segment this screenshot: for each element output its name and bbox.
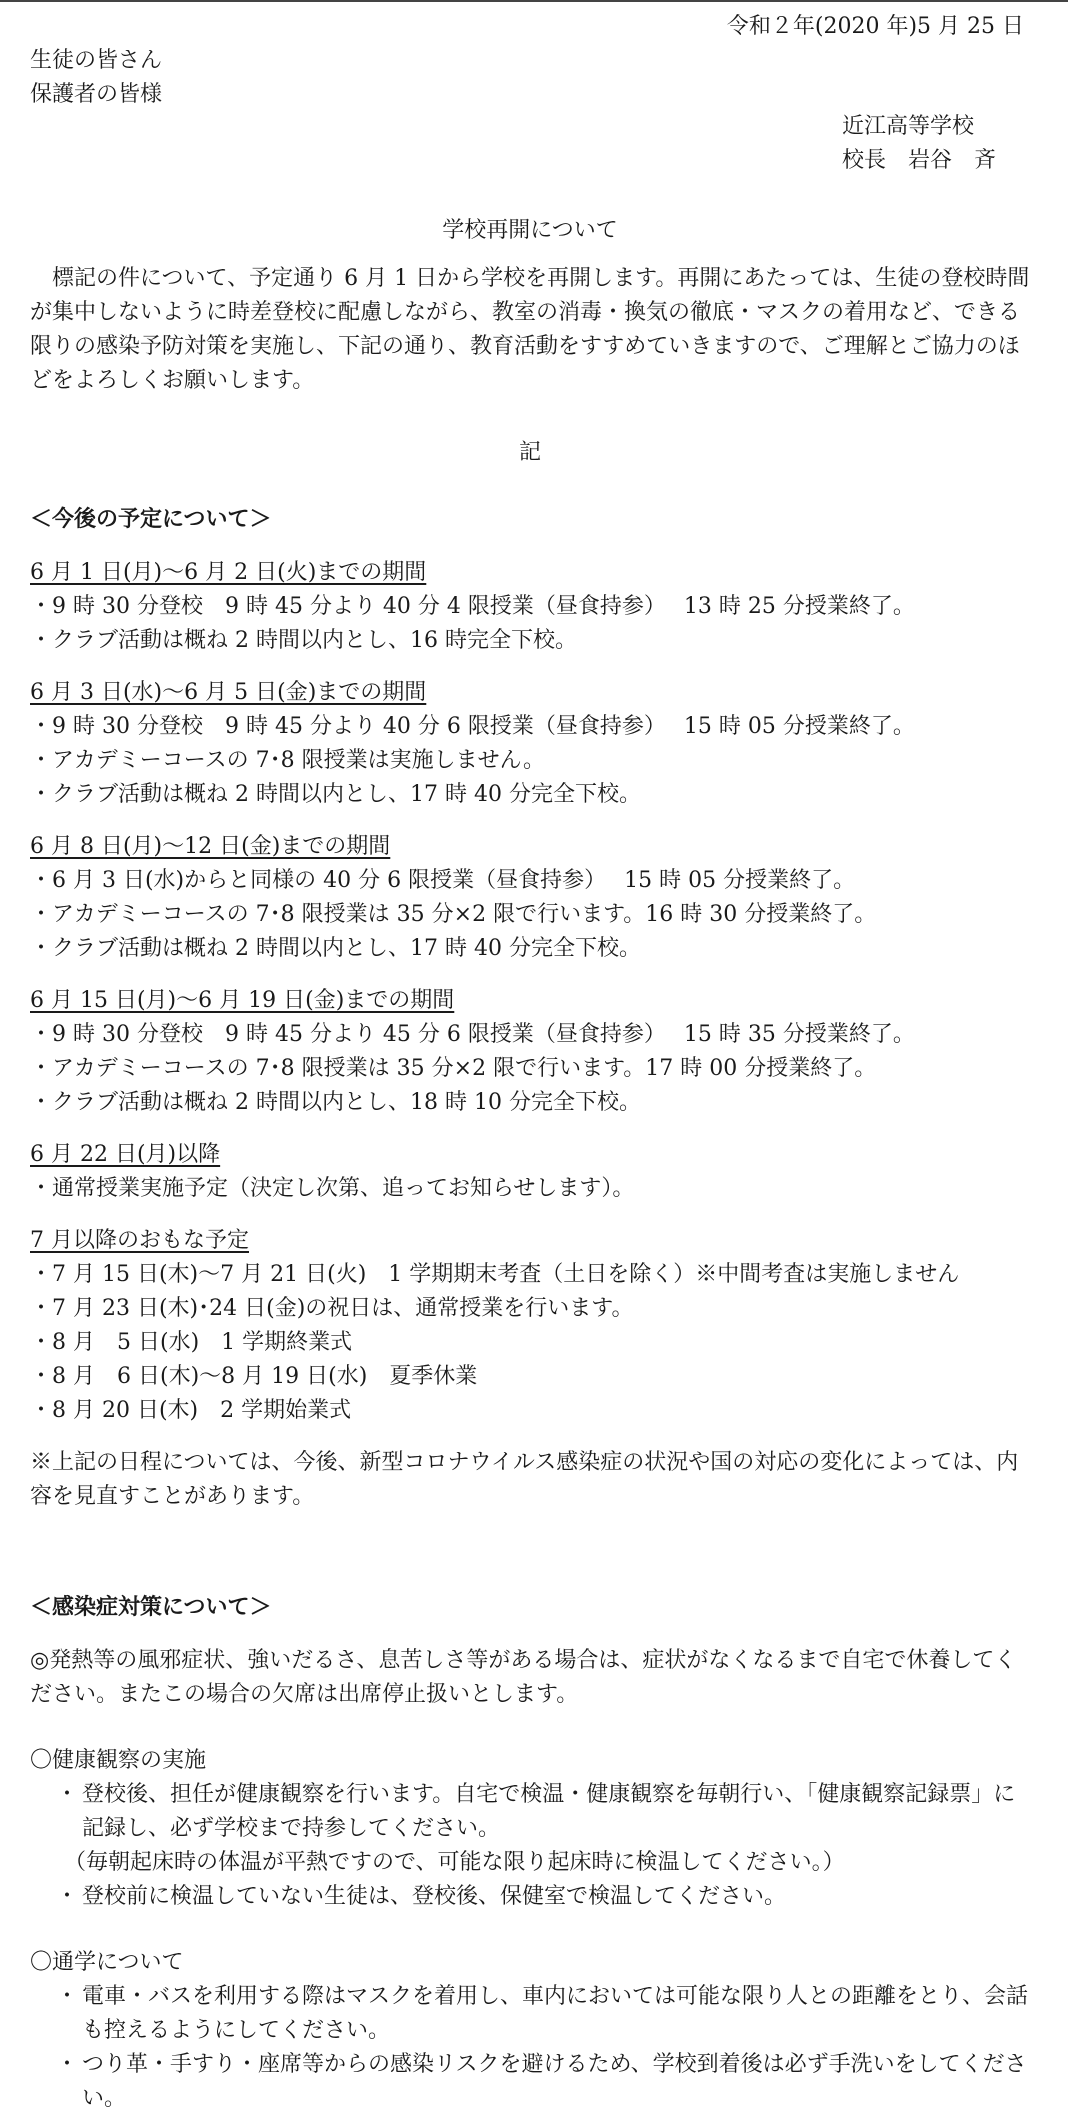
period-6	[30, 1224, 1040, 1428]
principal-name: 校長 岩谷 斉	[842, 148, 997, 173]
period-item: ・9 時 30 分登校 9 時 45 分より 40 分 4 限授業（昼食持参） 13 時 25 分授業終了。	[30, 594, 915, 619]
period-title: 6 月 8 日(月)～12 日(金)までの期間	[30, 834, 391, 859]
list-item-text: 電車・バスを利用する際はマスクを着用し、車内においては可能な限り人との距離をとり、会話も控えるようにしてください。	[82, 1984, 1029, 2043]
list-item	[30, 2048, 1030, 2116]
bullet: ・	[56, 1782, 79, 1807]
period-title: 6 月 3 日(水)～6 月 5 日(金)までの期間	[30, 680, 427, 705]
school-name: 近江高等学校	[842, 114, 975, 139]
list-item	[30, 1778, 1030, 1846]
period-item: ・クラブ活動は概ね 2 時間以内とし、17 時 40 分完全下校。	[30, 782, 641, 807]
top-border	[0, 0, 1068, 2]
period-item: ・アカデミーコースの 7･8 限授業は 35 分×2 限で行います。16 時 30 分授業終了。	[30, 902, 877, 927]
bullet: ・	[56, 1984, 79, 2009]
ki-marker: 記	[518, 440, 541, 465]
period-item: ・8 月 6 日(木)～8 月 19 日(水) 夏季休業	[30, 1364, 478, 1389]
period-item: ・アカデミーコースの 7･8 限授業は 35 分×2 限で行います。17 時 00 分授業終了。	[30, 1056, 877, 1081]
commute-section	[30, 1946, 1030, 2116]
period-item: ・9 時 30 分登校 9 時 45 分より 45 分 6 限授業（昼食持参） 15 時 35 分授業終了。	[30, 1022, 915, 1047]
list-item-text: 登校前に検温していない生徒は、登校後、保健室で検温してください。	[82, 1884, 787, 1909]
schedule-note: ※上記の日程については、今後、新型コロナウイルス感染症の状況や国の対応の変化によっては、内容を見直すことがあります。	[30, 1450, 1019, 1509]
recipients	[30, 44, 162, 112]
bullet: ・	[56, 2052, 79, 2077]
period-2	[30, 676, 1040, 812]
period-item: ・クラブ活動は概ね 2 時間以内とし、17 時 40 分完全下校。	[30, 936, 641, 961]
list-item-text: 登校後、担任が健康観察を行います。自宅で検温・健康観察を毎朝行い、「健康観察記録票」に記録し、必ず学校まで持参してください。	[82, 1782, 1016, 1841]
recipient-students: 生徒の皆さん	[30, 48, 163, 73]
sender	[842, 110, 996, 178]
period-item: ・通常授業実施予定（決定し次第、追ってお知らせします）。	[30, 1176, 635, 1201]
period-item: ・7 月 23 日(木)･24 日(金)の祝日は、通常授業を行います。	[30, 1296, 634, 1321]
period-title: 6 月 15 日(月)～6 月 19 日(金)までの期間	[30, 988, 455, 1013]
list-item	[30, 1880, 1030, 1914]
list-item-note: （毎朝起床時の体温が平熱ですので、可能な限り起床時に検温してください。）	[64, 1850, 845, 1875]
period-4	[30, 984, 1040, 1120]
period-item: ・8 月 20 日(木) 2 学期始業式	[30, 1398, 352, 1423]
schedule-heading: ＜今後の予定について＞	[30, 506, 272, 532]
period-item: ・8 月 5 日(水) 1 学期終業式	[30, 1330, 353, 1355]
health-check-section	[30, 1744, 1030, 1914]
health-check-title: 〇健康観察の実施	[30, 1748, 207, 1773]
list-item	[30, 1980, 1030, 2048]
period-5	[30, 1138, 1040, 1206]
infection-heading: ＜感染症対策について＞	[30, 1594, 272, 1620]
period-item: ・6 月 3 日(水)からと同様の 40 分 6 限授業（昼食持参） 15 時 05 分授業終了。	[30, 868, 856, 893]
period-item: ・9 時 30 分登校 9 時 45 分より 40 分 6 限授業（昼食持参） 15 時 05 分授業終了。	[30, 714, 915, 739]
list-item-text: つり革・手すり・座席等からの感染リスクを避けるため、学校到着後は必ず手洗いをしてください。	[82, 2052, 1027, 2111]
period-1	[30, 556, 1040, 658]
period-title: 6 月 1 日(月)～6 月 2 日(火)までの期間	[30, 560, 427, 585]
notice-date: 令和２年(2020 年)5 月 25 日	[726, 14, 1024, 39]
commute-title: 〇通学について	[30, 1950, 184, 1975]
period-3	[30, 830, 1040, 966]
period-title: 6 月 22 日(月)以降	[30, 1142, 221, 1167]
document-title: 学校再開について	[442, 218, 618, 243]
fever-note: ◎発熱等の風邪症状、強いだるさ、息苦しさ等がある場合は、症状がなくなるまで自宅で休養してください。またこの場合の欠席は出席停止扱いとします。	[30, 1648, 1017, 1707]
period-title: 7 月以降のおもな予定	[30, 1228, 249, 1253]
bullet: ・	[56, 1884, 79, 1909]
intro-paragraph: 標記の件について、予定通り 6 月 1 日から学校を再開します。再開にあたっては、生徒の登校時間が集中しないように時差登校に配慮しながら、教室の消毒・換気の徹底・マスクの着用など、できる限りの感染予防対策を実施し、下記の通り、教育活動をすすめていきますので、ご理解とご協力のほどをよろしくお願いします。	[30, 266, 1030, 393]
period-item: ・7 月 15 日(木)～7 月 21 日(火) 1 学期期末考査（土日を除く）※中間考査は実施しません	[30, 1262, 960, 1287]
period-item: ・アカデミーコースの 7･8 限授業は実施しません。	[30, 748, 545, 773]
period-item: ・クラブ活動は概ね 2 時間以内とし、16 時完全下校。	[30, 628, 577, 653]
period-item: ・クラブ活動は概ね 2 時間以内とし、18 時 10 分完全下校。	[30, 1090, 641, 1115]
recipient-guardians: 保護者の皆様	[30, 82, 163, 107]
